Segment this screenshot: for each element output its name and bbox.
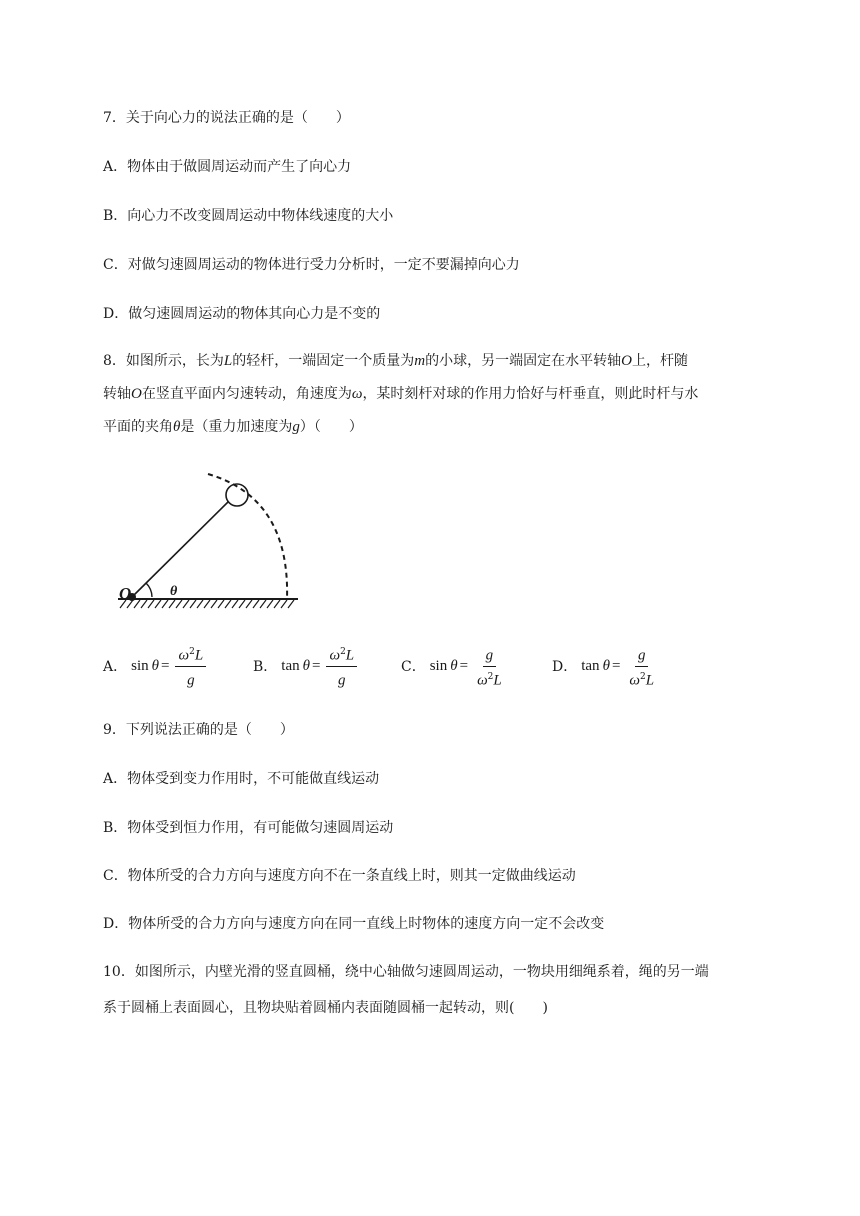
q8-option-b: B． tan θ = $\frac{\omega^2L}{g}$ bbox=[253, 644, 357, 688]
q8-rod-figure bbox=[110, 468, 310, 618]
q8-stem-line1: 8．如图所示，长为L的轻杆，一端固定一个质量为m的小球，另一端固定在水平转轴O上，杆随 bbox=[103, 353, 688, 369]
q10-stem-line2: 系于圆桶上表面圆心，且物块贴着圆桶内表面随圆桶一起转动，则( ) bbox=[103, 1000, 548, 1016]
q7-option-d: D．做匀速圆周运动的物体其向心力是不变的 bbox=[103, 306, 381, 322]
q8-option-b-fraction: $\frac{\omega^2L}{g}$ bbox=[326, 642, 357, 690]
q9-option-c: C．物体所受的合力方向与速度方向不在一条直线上时，则其一定做曲线运动 bbox=[103, 868, 576, 884]
q8-option-a-fraction: $\frac{\omega^2L}{g}$ bbox=[175, 642, 206, 690]
angle-label: θ bbox=[170, 584, 178, 599]
q7-option-b: B．向心力不改变圆周运动中物体线速度的大小 bbox=[103, 208, 394, 224]
ground-hatching bbox=[120, 600, 294, 608]
q8-option-d: D． tan θ = $\frac{g}{\omega^2L}$ bbox=[552, 644, 657, 688]
pivot-label: O bbox=[119, 584, 132, 603]
q8-stem-line2: 转轴O在竖直平面内匀速转动，角速度为ω，某时刻杆对球的作用力恰好与杆垂直，则此时杆与水 bbox=[103, 386, 699, 402]
q7-stem: 7．关于向心力的说法正确的是（ ） bbox=[103, 110, 350, 126]
q10-stem-line1: 10．如图所示，内壁光滑的竖直圆桶，绕中心轴做匀速圆周运动，一物块用细绳系着，绳的另一端 bbox=[103, 964, 709, 980]
q9-option-d: D．物体所受的合力方向与速度方向在同一直线上时物体的速度方向一定不会改变 bbox=[103, 916, 605, 932]
q9-option-a: A．物体受到变力作用时，不可能做直线运动 bbox=[103, 771, 380, 787]
q7-option-a: A．物体由于做圆周运动而产生了向心力 bbox=[103, 159, 352, 175]
q7-option-c: C．对做匀速圆周运动的物体进行受力分析时，一定不要漏掉向心力 bbox=[103, 257, 520, 273]
q8-option-a: A． sin θ = $\frac{\omega^2L}{g}$ bbox=[103, 644, 206, 688]
q8-option-c-fraction: $\frac{g}{\omega^2L}$ bbox=[474, 642, 505, 690]
q9-stem: 9．下列说法正确的是（ ） bbox=[103, 722, 294, 738]
q8-stem-line3: 平面的夹角θ是（重力加速度为g）（ ） bbox=[103, 419, 363, 435]
q8-option-d-fraction: $\frac{g}{\omega^2L}$ bbox=[626, 642, 657, 690]
angle-arc bbox=[146, 583, 152, 597]
q8-option-c: C． sin θ = $\frac{g}{\omega^2L}$ bbox=[401, 644, 505, 688]
q9-option-b: B．物体受到恒力作用，有可能做匀速圆周运动 bbox=[103, 820, 394, 836]
